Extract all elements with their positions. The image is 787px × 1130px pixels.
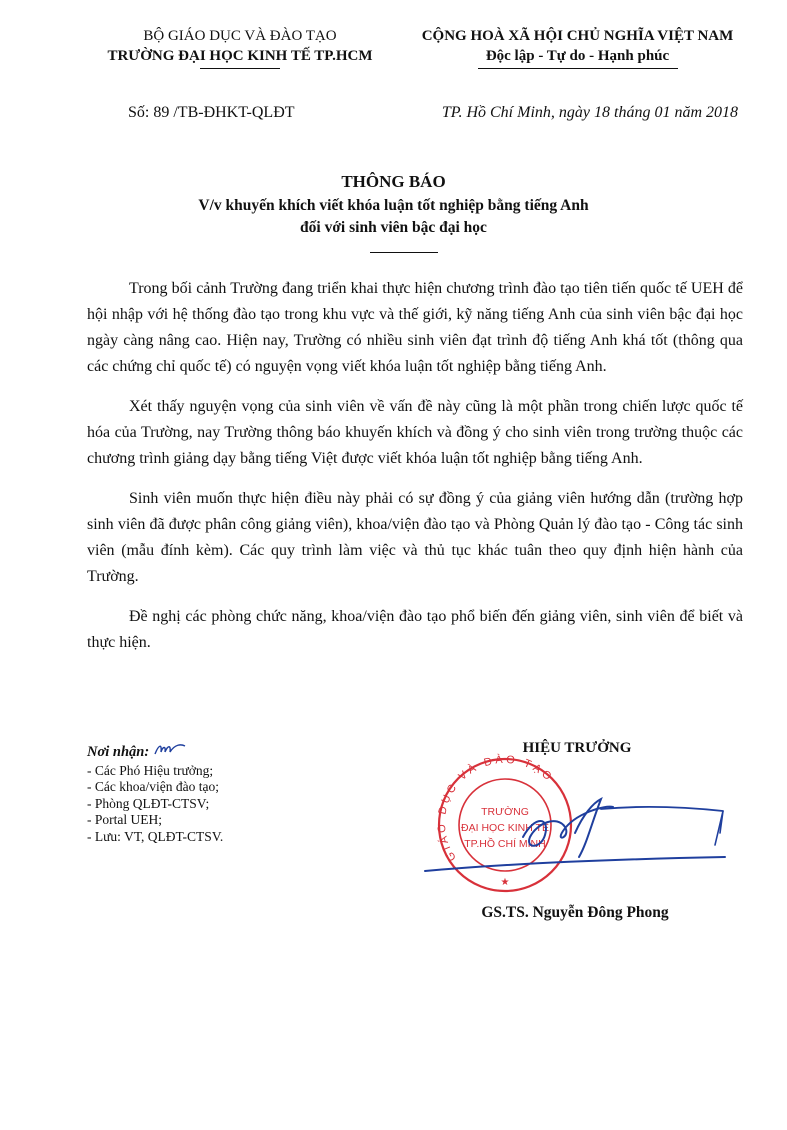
header-right-rule xyxy=(478,68,678,69)
recipient-item: - Portal UEH; xyxy=(87,812,162,827)
body-paragraph-3: Sinh viên muốn thực hiện điều này phải có sự đồng ý của giảng viên hướng dẫn (trường hợp sinh viên đã được phân công giảng viên), khoa/viện đào tạo và Phòng Quản lý đào tạo - Công tác sinh viên (mẫu đính kèm). Các quy trình làm việc và thủ tục khác tuân theo quy định hiện hành của Trường. xyxy=(87,490,743,585)
recipient-item: - Các khoa/viện đào tạo; xyxy=(87,779,219,794)
stamp-and-signature xyxy=(405,745,735,895)
signer-position: HIỆU TRƯỞNG xyxy=(522,740,632,756)
school-name: TRƯỜNG ĐẠI HỌC KINH TẾ TP.HCM xyxy=(107,48,373,64)
document-number: Số: 89 /TB-ĐHKT-QLĐT xyxy=(128,104,295,121)
stamp-ring-text: GIÁO DỤC VÀ ĐÀO TẠO xyxy=(435,753,556,864)
stamp-line2: ĐẠI HỌC KINH TẾ xyxy=(461,822,549,834)
header-left-rule xyxy=(200,68,280,69)
initials-mark-icon xyxy=(153,742,187,758)
nation-name: CỘNG HOÀ XÃ HỘI CHỦ NGHĨA VIỆT NAM xyxy=(421,28,734,44)
document-subtitle-line1: V/v khuyến khích viết khóa luận tốt nghiệp bằng tiếng Anh xyxy=(198,197,589,214)
document-title: THÔNG BÁO xyxy=(341,172,446,191)
recipient-item: - Các Phó Hiệu trưởng; xyxy=(87,762,214,778)
recipients-block xyxy=(87,742,327,845)
stamp-line1: TRƯỜNG xyxy=(481,806,529,818)
stamp-star-icon: ★ xyxy=(500,877,510,888)
recipient-item: - Lưu: VT, QLĐT-CTSV. xyxy=(87,828,224,844)
header-left xyxy=(95,26,385,69)
body-paragraph-1: Trong bối cảnh Trường đang triển khai thực hiện chương trình đào tạo tiên tiến quốc tế UEH để hội nhập với hệ thống đào tạo trong khu vực và thế giới, kỹ năng tiếng Anh của sinh viên bậc đại học ngày càng nâng cao. Hiện nay, Trường có nhiều sinh viên đạt trình độ tiếng Anh khá tốt (thông qua các chứng chỉ quốc tế) có nguyện vọng viết khóa luận tốt nghiệp bằng tiếng Anh. xyxy=(87,280,743,375)
motto: Độc lập - Tự do - Hạnh phúc xyxy=(485,48,670,64)
body-paragraph-4: Đề nghị các phòng chức năng, khoa/viện đào tạo phổ biến đến giảng viên, sinh viên để biết và thực hiện. xyxy=(87,608,743,651)
body-paragraph-2: Xét thấy nguyện vọng của sinh viên về vấn đề này cũng là một phần trong chiến lược quốc tế hóa của Trường, nay Trường thông báo khuyến khích và đồng ý cho sinh viên trong trường thuộc các chương trình giảng dạy bằng tiếng Việt được viết khóa luận tốt nghiệp bằng tiếng Anh. xyxy=(87,398,743,467)
handwritten-signature-icon xyxy=(425,799,725,871)
signer-name: GS.TS. Nguyễn Đông Phong xyxy=(481,904,669,921)
ministry-name: BỘ GIÁO DỤC VÀ ĐÀO TẠO xyxy=(143,28,337,44)
place-date: TP. Hồ Chí Minh, ngày 18 tháng 01 năm 2018 xyxy=(441,104,738,121)
recipient-item: - Phòng QLĐT-CTSV; xyxy=(87,795,210,811)
header-right xyxy=(405,26,750,69)
title-rule xyxy=(370,252,438,253)
document-body xyxy=(87,276,743,670)
stamp-line3: TP.HỒ CHÍ MINH xyxy=(464,838,546,850)
recipients-label: Nơi nhận: xyxy=(87,742,327,761)
document-subtitle-line2: đối với sinh viên bậc đại học xyxy=(300,219,487,236)
